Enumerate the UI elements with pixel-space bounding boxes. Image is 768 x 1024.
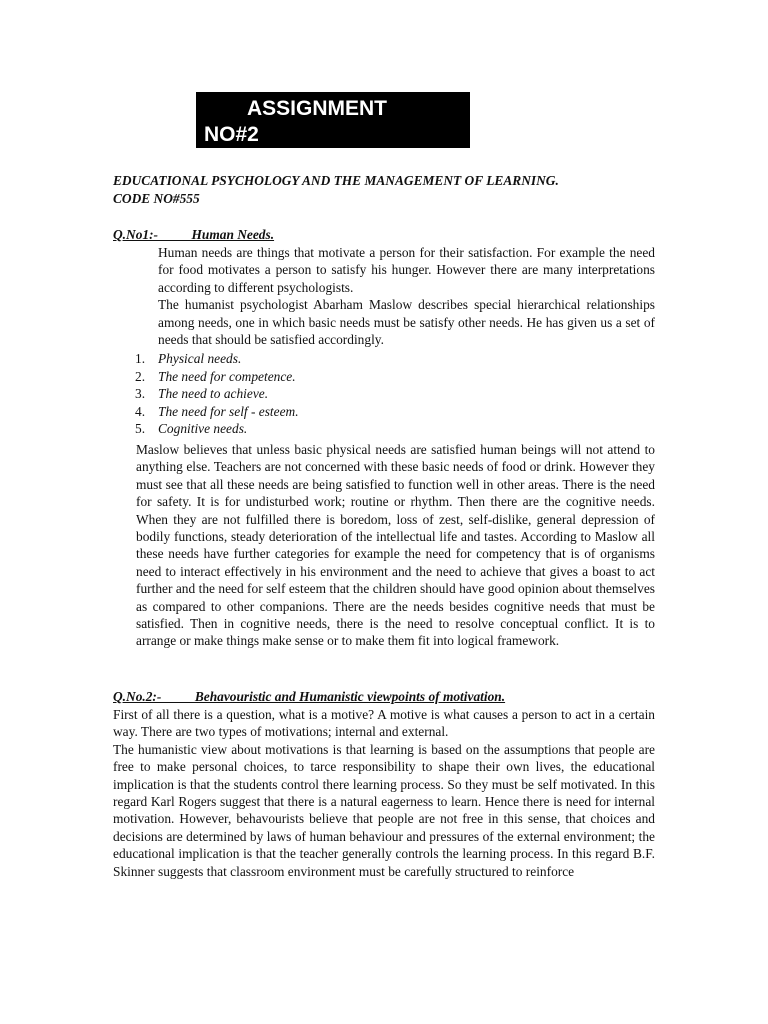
- question-2-body: [113, 706, 655, 880]
- list-item: 2. The need for competence.: [135, 368, 296, 384]
- title-line-1: ASSIGNMENT: [247, 97, 388, 120]
- q2-paragraph-1: First of all there is a question, what is a motive? A motive is what causes a person to act in a certain way. There are two types of motivations; internal and external.: [113, 707, 655, 740]
- title-line-2: NO#2: [204, 123, 259, 146]
- needs-list: [135, 350, 299, 438]
- list-item: 4. The need for self - esteem.: [135, 403, 299, 419]
- list-item: 3. The need to achieve.: [135, 386, 269, 402]
- question-1-label: Q.No1:- Human Needs.: [113, 227, 275, 242]
- intro-paragraph-2: The humanist psychologist Abarham Maslow describes special hierarchical relationships among needs, one in which basic needs must be satisfy other needs. He has given us a set of needs that should be satisfied accordingly.: [158, 297, 655, 348]
- question-2-label: Q.No.2:- Behavouristic and Humanistic viewpoints of motivation.: [113, 689, 506, 704]
- question-1-intro: [158, 244, 655, 348]
- list-item: 1. Physical needs.: [135, 351, 242, 366]
- intro-paragraph-1: Human needs are things that motivate a person for their satisfaction. For example the need for food motivates a person to satisfy his hunger. However there are many interpretations according to different psychologists.: [158, 245, 655, 295]
- course-title: EDUCATIONAL PSYCHOLOGY AND THE MANAGEMENT OF LEARNING.: [113, 173, 559, 188]
- question-1-body: Maslow believes that unless basic physical needs are satisfied human beings will not attend to anything else. Teachers are not concerned with these basic needs of food or drink. However they must see that all these needs are being satisfied to function well in other areas. There is the need for safety. It is for undisturbed work; routine or rhythm. Then there are the cognitive needs. When they are not fulfilled there is boredom, loss of zest, self-dislike, general depression of bodily functions, steady deterioration of the intellectual life and tastes. According to Maslow all these needs have further categories for example the need for competency that is of organisms need to interact effectively in his environment and the need to achieve that gives a boast to act further and the need for self esteem that the children should have good opinion about themselves as compared to other companions. There are the needs besides cognitive needs that must be satisfied. Then in cognitive needs, there is the need to resolve conceptual conflict. It is to arrange or make things make sense or to make them fit into logical framework.: [136, 442, 655, 649]
- q2-paragraph-2: The humanistic view about motivations is that learning is based on the assumptions that people are free to make personal choices, to tarce responsibility to shape their own lives, the educational implication is that the students control there learning process. So they must be self motivated. In this regard Karl Rogers suggest that there is a natural eagerness to learn. Hence there is need for internal motivation. However, behavourists believe that people are not free in this sense, that choices and decisions are determined by laws of human behaviour and pressures of the external environment; the educational implication is that the teacher generally controls the learning process. In this regard B.F. Skinner suggests that classroom environment must be carefully structured to reinforce: [113, 741, 655, 879]
- course-heading: [113, 172, 673, 208]
- list-item: 5. Cognitive needs.: [135, 421, 248, 437]
- assignment-title-box: [196, 92, 470, 148]
- course-code: CODE NO#555: [113, 191, 200, 206]
